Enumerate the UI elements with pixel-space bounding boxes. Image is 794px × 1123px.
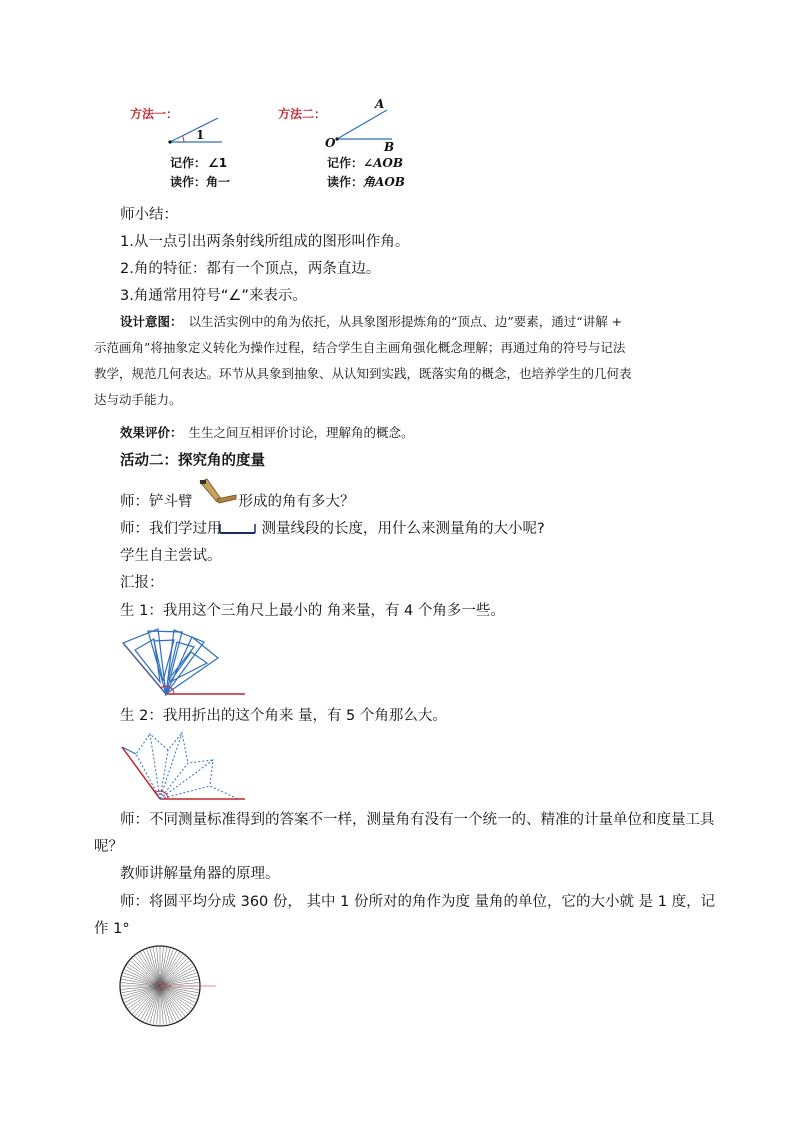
design-intent-line: 教学，规范几何表达。环节从具象到抽象、从认知到实践，既落实角的概念，也培养学生的几何表: [94, 366, 632, 381]
self-try-text: 学生自主尝试。: [120, 548, 222, 564]
teacher-question-line-1: 师：不同测量标准得到的答案不一样，测量角有没有一个统一的、精准的计量单位和度量工具: [120, 812, 715, 828]
method-one-write: 记作： ∠1: [170, 156, 228, 170]
summary-item: 1.从一点引出两条射线所组成的图形叫作角。: [120, 234, 410, 250]
design-intent-label: 设计意图：: [120, 314, 183, 329]
ruler-segment-icon: [218, 522, 258, 536]
summary-item: 3.角通常用符号“∠”来表示。: [120, 288, 307, 304]
point-o-label: O: [325, 136, 336, 150]
method-two-title: 方法二：: [278, 107, 327, 121]
summary-item: 2.角的特征：都有一个顶点，两条直边。: [120, 261, 381, 277]
question-bucket-arm: 师：铲斗臂 形成的角有多大？: [120, 494, 355, 510]
activity-two-title: 活动二：探究角的度量: [120, 453, 265, 469]
protractor-explain: 教师讲解量角器的原理。: [120, 866, 280, 882]
bucket-arm-icon: [198, 478, 238, 510]
folded-angle-figure: [118, 730, 248, 802]
triangle-ruler-figure: [118, 625, 248, 697]
degree-definition-line-1: 师：将圆平均分成 360 份， 其中 1 份所对的角作为度 量角的单位，它的大小就 是 1 度，记: [120, 894, 716, 910]
design-intent-line-1: 设计意图： 以生活实例中的角为依托，从具象图形提炼角的“顶点、边”要素，通过“讲解 +: [120, 314, 623, 329]
teacher-question-line-2: 呢？: [94, 839, 123, 855]
design-intent-line: 示范画角”将抽象定义转化为操作过程，结合学生自主画角强化概念理解；再通过角的符号与记法: [94, 340, 626, 355]
angle-mark-label: 1: [196, 128, 205, 142]
evaluation-line: 效果评价： 生生之间互相评价讨论，理解角的概念。: [120, 425, 414, 440]
method-two-read: 读作：角AOB: [327, 175, 405, 189]
design-intent-line: 达与动手能力。: [94, 392, 182, 407]
point-a-label: A: [375, 97, 385, 111]
degree-definition-line-2: 作 1°: [94, 921, 130, 937]
question-measure-tool: 师：我们学过用 测量线段的长度，用什么来测量角的大小呢?: [120, 521, 545, 537]
circle-360-figure: [118, 944, 218, 1028]
student-one-answer: 生 1：我用这个三角尺上最小的 角来量，有 4 个角多一些。: [120, 603, 505, 619]
summary-heading: 师小结：: [120, 207, 178, 223]
student-two-answer: 生 2：我用折出的这个角来 量，有 5 个角那么大。: [120, 708, 447, 724]
method-one-read: 读作：角一: [170, 175, 231, 189]
point-b-label: B: [384, 140, 395, 154]
method-two-write: 记作：∠AOB: [327, 156, 403, 170]
method-one-title: 方法一：: [130, 107, 179, 121]
evaluation-label: 效果评价：: [120, 425, 183, 440]
report-text: 汇报：: [120, 575, 164, 591]
